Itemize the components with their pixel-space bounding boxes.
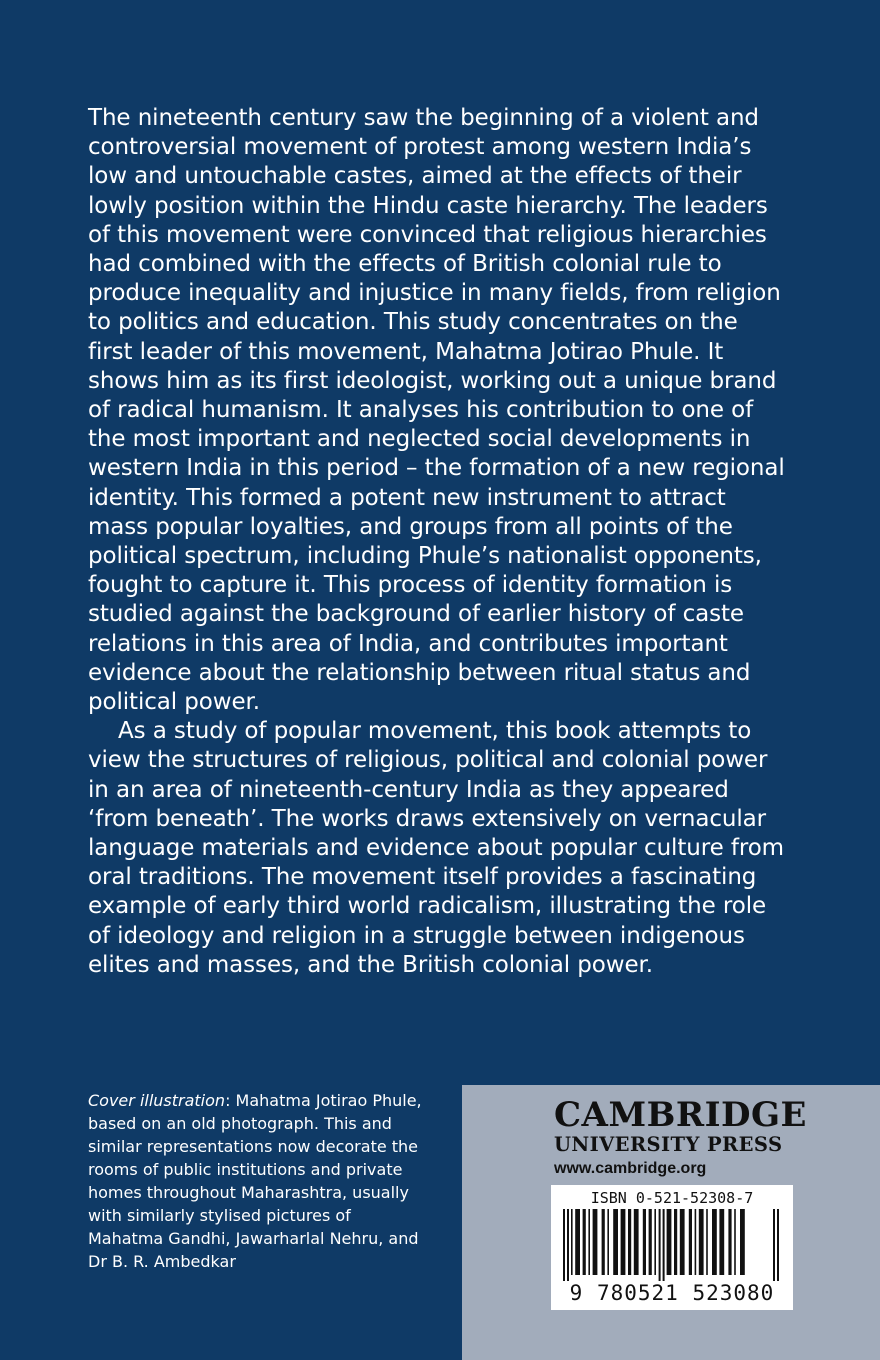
barcode-bar	[689, 1209, 692, 1275]
caption-text: : Mahatma Jotirao Phule, based on an old photograph. This and similar representations now decorate the rooms of public institutions and private homes throughout Maharashtra, usually with similarly stylised pictures of Mahatma Gandhi, Jawarharlal Nehru, and Dr B. R. Ambedkar	[88, 1091, 422, 1271]
barcode-bar	[719, 1209, 724, 1275]
publisher-url: www.cambridge.org	[554, 1160, 707, 1177]
publisher-subname: UNIVERSITY PRESS	[554, 1133, 783, 1156]
barcode-bar	[699, 1209, 704, 1275]
back-cover-blurb	[88, 104, 788, 980]
isbn-number: ISBN 0-521-52308-7	[590, 1189, 754, 1207]
caption-label: Cover illustration	[88, 1091, 226, 1110]
barcode-bar	[773, 1209, 775, 1281]
barcode-bar	[621, 1209, 626, 1275]
blurb-paragraph-2: As a study of popular movement, this book attempts to view the structures of religious, political and colonial power in an area of nineteenth-century India as they appeared ‘from beneath’. The works draws extensively on vernacular language materials and evidence about popular culture from oral traditions. The movement itself provides a fascinating example of early third world radicalism, illustrating the role of ideology and religion in a struggle between indigenous elites and masses, and the British colonial power.	[88, 718, 784, 978]
barcode-bar	[649, 1209, 652, 1275]
barcode-bar	[588, 1209, 590, 1275]
barcode-bar	[659, 1209, 661, 1281]
barcode-bar	[571, 1209, 573, 1275]
barcode-bar	[602, 1209, 605, 1275]
barcode-bar	[680, 1209, 685, 1275]
barcode-bar	[777, 1209, 779, 1281]
barcode-bar	[575, 1209, 580, 1275]
barcode-bar	[663, 1209, 665, 1281]
barcode-bar	[628, 1209, 631, 1275]
barcode-bar	[607, 1209, 609, 1275]
barcode-bar	[674, 1209, 677, 1275]
barcode-bar	[734, 1209, 736, 1275]
barcode-bar	[634, 1209, 639, 1275]
ean-number: 9 780521 523080	[569, 1281, 775, 1305]
barcode-label	[551, 1185, 793, 1310]
barcode-bar	[740, 1209, 745, 1275]
barcode-bar	[706, 1209, 708, 1275]
cover-illustration-caption	[88, 1089, 428, 1273]
blurb-paragraph-1: The nineteenth century saw the beginning of a violent and controversial movement of protest among western India’s low and untouchable castes, aimed at the effects of their lowly position within the Hindu caste hierarchy. The leaders of this movement were convinced that religious hierarchies had combined with the effects of British colonial rule to produce inequality and injustice in many fields, from religion to politics and education. This study concentrates on the first leader of this movement, Mahatma Jotirao Phule. It shows him as its first ideologist, working out a unique brand of radical humanism. It analyses his contribution to one of the most important and neglected social developments in western India in this period – the formation of a new regional identity. This formed a potent new instrument to attract mass popular loyalties, and groups from all points of the political spectrum, including Phule’s nationalist opponents, fought to capture it. This process of identity formation is studied against the background of earlier history of caste relations in this area of India, and contributes important evidence about the relationship between ritual status and political power.	[88, 105, 785, 716]
barcode-bar	[563, 1209, 565, 1281]
barcode-bar	[667, 1209, 672, 1275]
barcode-bars	[559, 1209, 785, 1281]
publisher-panel	[462, 1085, 880, 1360]
publisher-name: CAMBRIDGE	[554, 1095, 807, 1135]
barcode-bar	[728, 1209, 731, 1275]
barcode-bar	[613, 1209, 618, 1275]
barcode-bar	[593, 1209, 598, 1275]
barcode-bar	[643, 1209, 646, 1275]
barcode-bar	[567, 1209, 569, 1281]
barcode-bar	[712, 1209, 717, 1275]
barcode-bar	[583, 1209, 586, 1275]
barcode-bar	[654, 1209, 656, 1275]
barcode-bar	[695, 1209, 697, 1275]
